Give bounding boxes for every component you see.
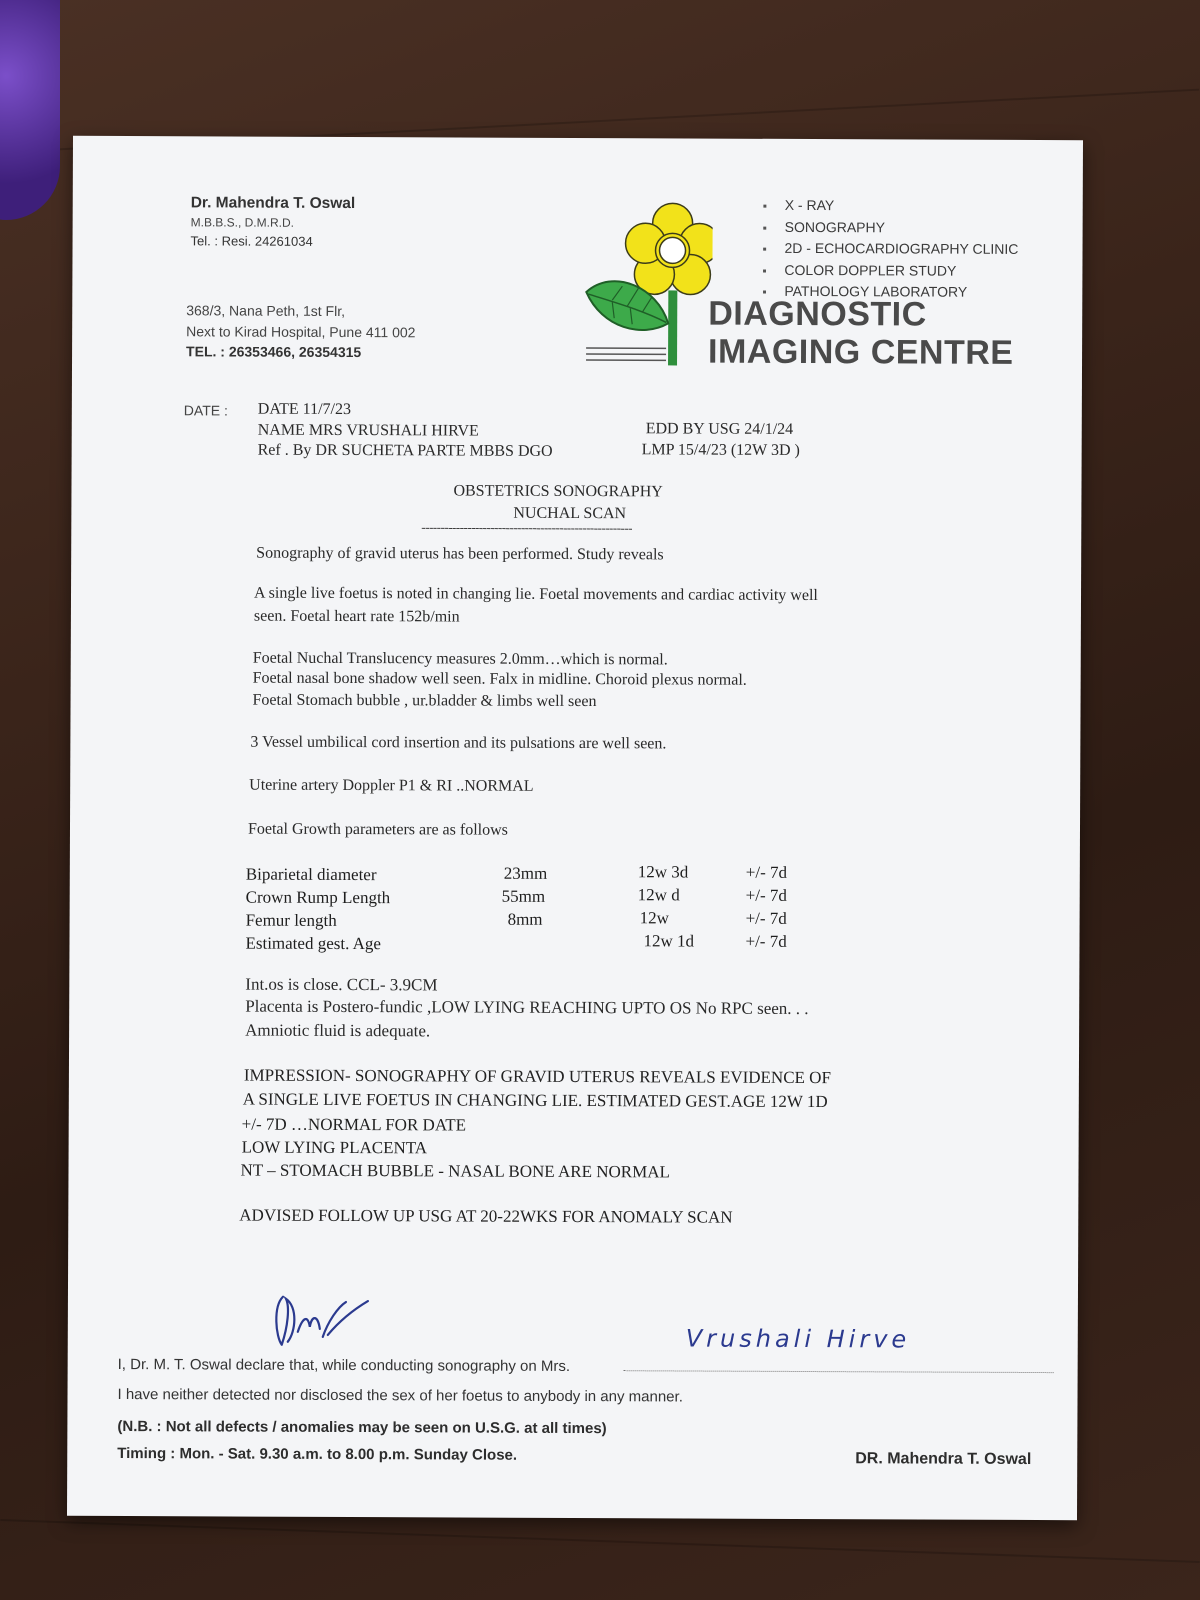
services-list bbox=[762, 195, 1018, 304]
referring-doctor: Ref . By DR SUCHETA PARTE MBBS DGO bbox=[257, 441, 553, 460]
age-cell: 12w bbox=[639, 908, 669, 928]
impression-line-2: A SINGLE LIVE FOETUS IN CHANGING LIE. ESTIMATED GEST.AGE 12W 1D bbox=[242, 1089, 828, 1112]
parameter-cell: Estimated gest. Age bbox=[245, 933, 382, 954]
service-item: ▪ 2D - ECHOCARDIOGRAPHY CLINIC bbox=[762, 238, 1018, 261]
range-cell: +/- 7d bbox=[745, 931, 787, 951]
range-cell: +/- 7d bbox=[745, 885, 787, 905]
os-text: Int.os is close. CCL- 3.9CM bbox=[245, 974, 438, 995]
impression-line-5: NT – STOMACH BUBBLE - NASAL BONE ARE NORMAL bbox=[240, 1160, 670, 1182]
patient-signature: Vrushali Hirve bbox=[685, 1324, 911, 1354]
flower-icon bbox=[625, 203, 712, 294]
title-divider: ------------------------------------------------------- bbox=[421, 519, 632, 536]
growth-heading: Foetal Growth parameters are as follows bbox=[247, 820, 508, 839]
nt-line-3: Foetal Stomach bubble , ur.bladder & limbs well seen bbox=[252, 691, 597, 711]
wood-grain bbox=[0, 1519, 1199, 1563]
centre-name-line-1: DIAGNOSTIC bbox=[708, 294, 927, 334]
clinic-phone: TEL. : 26353466, 26354315 bbox=[186, 343, 362, 361]
service-item: ▪ PATHOLOGY LABORATORY bbox=[762, 281, 1018, 304]
parameter-cell: Crown Rump Length bbox=[245, 887, 391, 908]
declaration-line-2: I have neither detected nor disclosed the sex of her foetus to anybody in any manner. bbox=[117, 1386, 683, 1406]
address-line-2: Next to Kirad Hospital, Pune 411 002 bbox=[186, 323, 416, 341]
service-item: ▪ SONOGRAPHY bbox=[763, 216, 1019, 239]
umbilical-cord-text: 3 Vessel umbilical cord insertion and its pulsations are well seen. bbox=[250, 733, 667, 753]
declaration-line-1: I, Dr. M. T. Oswal declare that, while conducting sonography on Mrs. bbox=[117, 1356, 571, 1375]
parameter-cell: Biparietal diameter bbox=[245, 864, 377, 885]
purple-object bbox=[0, 0, 60, 220]
amniotic-fluid-text: Amniotic fluid is adequate. bbox=[245, 1020, 431, 1041]
foetus-line-1: A single live foetus is noted in changing lie. Foetal movements and cardiac activity well bbox=[253, 584, 818, 605]
nt-line-2: Foetal nasal bone shadow well seen. Falx in midline. Choroid plexus normal. bbox=[252, 669, 747, 689]
impression-line-1: IMPRESSION- SONOGRAPHY OF GRAVID UTERUS REVEALS EVIDENCE OF bbox=[243, 1065, 831, 1088]
advice-text: ADVISED FOLLOW UP USG AT 20-22WKS FOR ANOMALY SCAN bbox=[239, 1205, 733, 1227]
doctor-signature-name: DR. Mahendra T. Oswal bbox=[855, 1450, 1032, 1468]
residence-phone: Tel. : Resi. 24261034 bbox=[190, 233, 313, 249]
doctor-name: Dr. Mahendra T. Oswal bbox=[190, 194, 356, 213]
impression-line-3: +/- 7D …NORMAL FOR DATE bbox=[241, 1114, 467, 1135]
report-title: OBSTETRICS SONOGRAPHY bbox=[453, 482, 663, 501]
doppler-text: Uterine artery Doppler P1 & RI ..NORMAL bbox=[249, 776, 534, 795]
measure-cell: 55mm bbox=[501, 886, 546, 906]
impression-line-4: LOW LYING PLACENTA bbox=[241, 1137, 428, 1158]
signature-line bbox=[624, 1370, 1054, 1373]
doctor-signature bbox=[268, 1287, 378, 1357]
report-date: DATE 11/7/23 bbox=[257, 400, 352, 419]
measure-cell: 23mm bbox=[503, 863, 548, 883]
intro-text: Sonography of gravid uterus has been performed. Study reveals bbox=[256, 544, 664, 564]
date-label: DATE : bbox=[183, 402, 228, 419]
age-cell: 12w 3d bbox=[637, 862, 689, 882]
report-page bbox=[67, 136, 1083, 1520]
range-cell: +/- 7d bbox=[745, 908, 787, 928]
doctor-qualifications: M.B.B.S., D.M.R.D. bbox=[190, 215, 295, 230]
placenta-text: Placenta is Postero-fundic ,LOW LYING REACHING UPTO OS No RPC seen. . . bbox=[245, 996, 809, 1019]
disclaimer-note: (N.B. : Not all defects / anomalies may be seen on U.S.G. at all times) bbox=[117, 1418, 607, 1438]
edd: EDD BY USG 24/1/24 bbox=[645, 420, 794, 438]
nt-line-1: Foetal Nuchal Translucency measures 2.0mm…which is normal. bbox=[252, 649, 668, 669]
service-item: ▪ X - RAY bbox=[763, 195, 1019, 218]
report-subtitle: NUCHAL SCAN bbox=[513, 504, 627, 523]
measure-cell: 8mm bbox=[507, 909, 543, 929]
age-cell: 12w 1d bbox=[643, 931, 695, 951]
lmp: LMP 15/4/23 (12W 3D ) bbox=[641, 441, 800, 459]
age-cell: 12w d bbox=[637, 885, 680, 905]
flower-leaf-logo-icon bbox=[582, 198, 713, 369]
patient-name: NAME MRS VRUSHALI HIRVE bbox=[257, 421, 479, 440]
timing-text: Timing : Mon. - Sat. 9.30 a.m. to 8.00 p.m. Sunday Close. bbox=[117, 1445, 518, 1464]
parameter-cell: Femur length bbox=[245, 910, 337, 930]
service-item: ▪ COLOR DOPPLER STUDY bbox=[762, 259, 1018, 282]
address-line-1: 368/3, Nana Peth, 1st Flr, bbox=[186, 302, 346, 319]
range-cell: +/- 7d bbox=[745, 862, 788, 882]
centre-name-line-2: IMAGING CENTRE bbox=[707, 332, 1014, 372]
foetus-line-2: seen. Foetal heart rate 152b/min bbox=[253, 607, 460, 626]
